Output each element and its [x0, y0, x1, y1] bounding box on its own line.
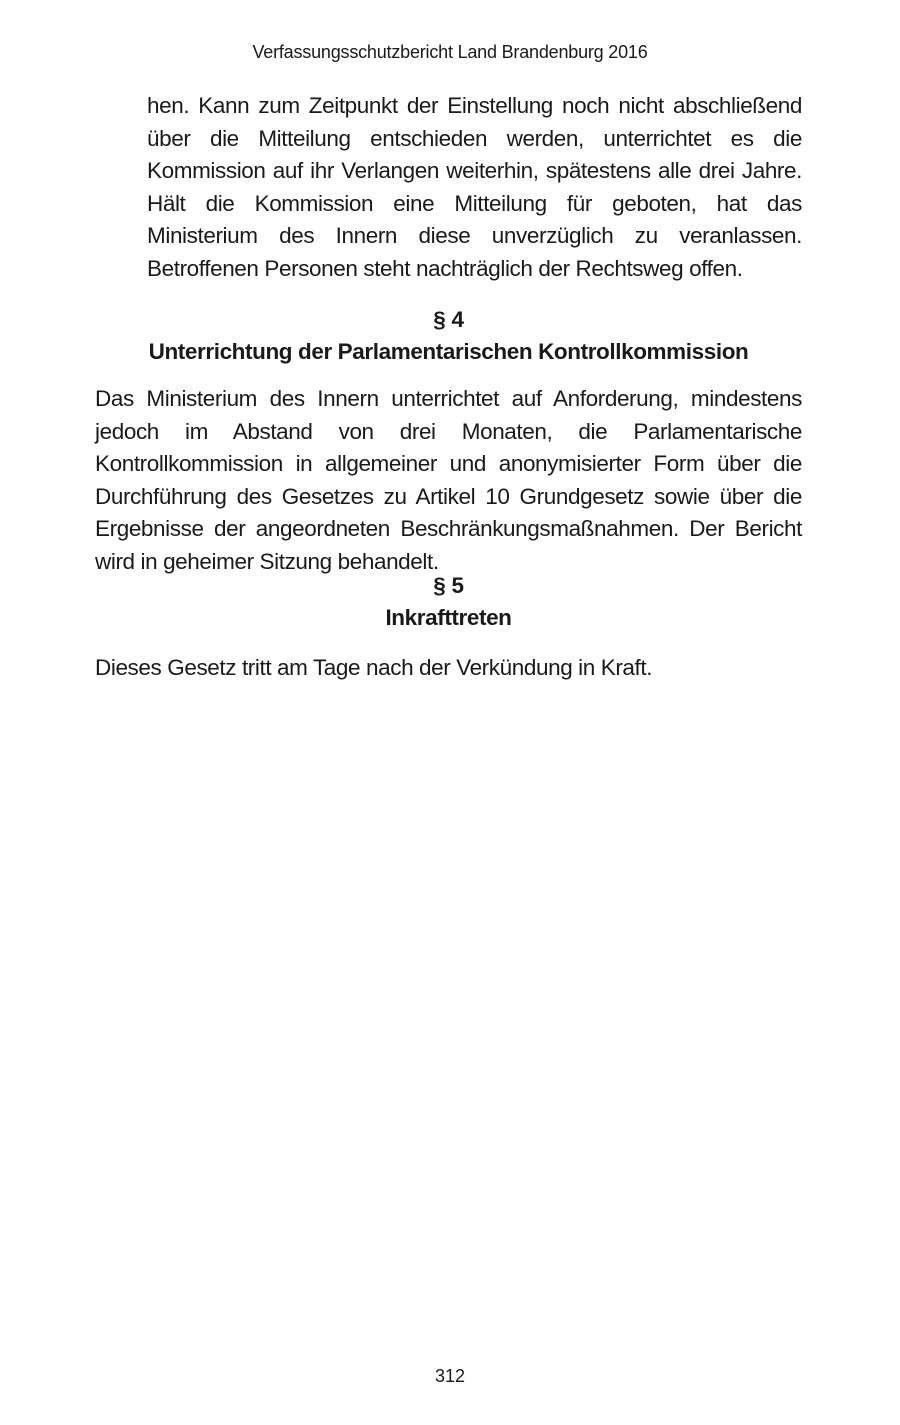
section-number: § 4 [433, 307, 464, 332]
section-number: § 5 [433, 573, 464, 598]
section-4 [95, 304, 802, 578]
section-title: Unterrichtung der Parlamentarischen Kontrollkommission [148, 339, 749, 364]
section-paragraph: Dieses Gesetz tritt am Tage nach der Verkündung in Kraft. [95, 655, 653, 680]
running-header: Verfassungsschutzbericht Land Brandenburg 2016 [252, 42, 648, 62]
section-5 [95, 570, 802, 685]
page-number: 312 [434, 1366, 466, 1386]
continued-paragraph: hen. Kann zum Zeitpunkt der Einstellung noch nicht abschließend über die Mitteilung entschieden werden, unterrichtet es die Kommission auf ihr Verlangen weiterhin, spätestens alle drei Jahre. Hält die Kommission eine Mitteilung für geboten, hat das Ministerium des Innern diese unverzüglich zu veranlassen. Betroffenen Personen steht nachträglich der Rechtsweg offen. [147, 93, 802, 281]
section-title: Inkrafttreten [385, 605, 512, 630]
section-paragraph: Das Ministerium des Innern unterrichtet auf Anforderung, mindestens jedoch im Abstand von drei Monaten, die Parlamentarische Kontrollkommission in allgemeiner und anonymisierter Form über die Durchführung des Gesetzes zu Artikel 10 Grundgesetz sowie über die Ergebnisse der angeordneten Beschränkungsmaßnahmen. Der Bericht wird in geheimer Sitzung behandelt. [95, 386, 802, 574]
